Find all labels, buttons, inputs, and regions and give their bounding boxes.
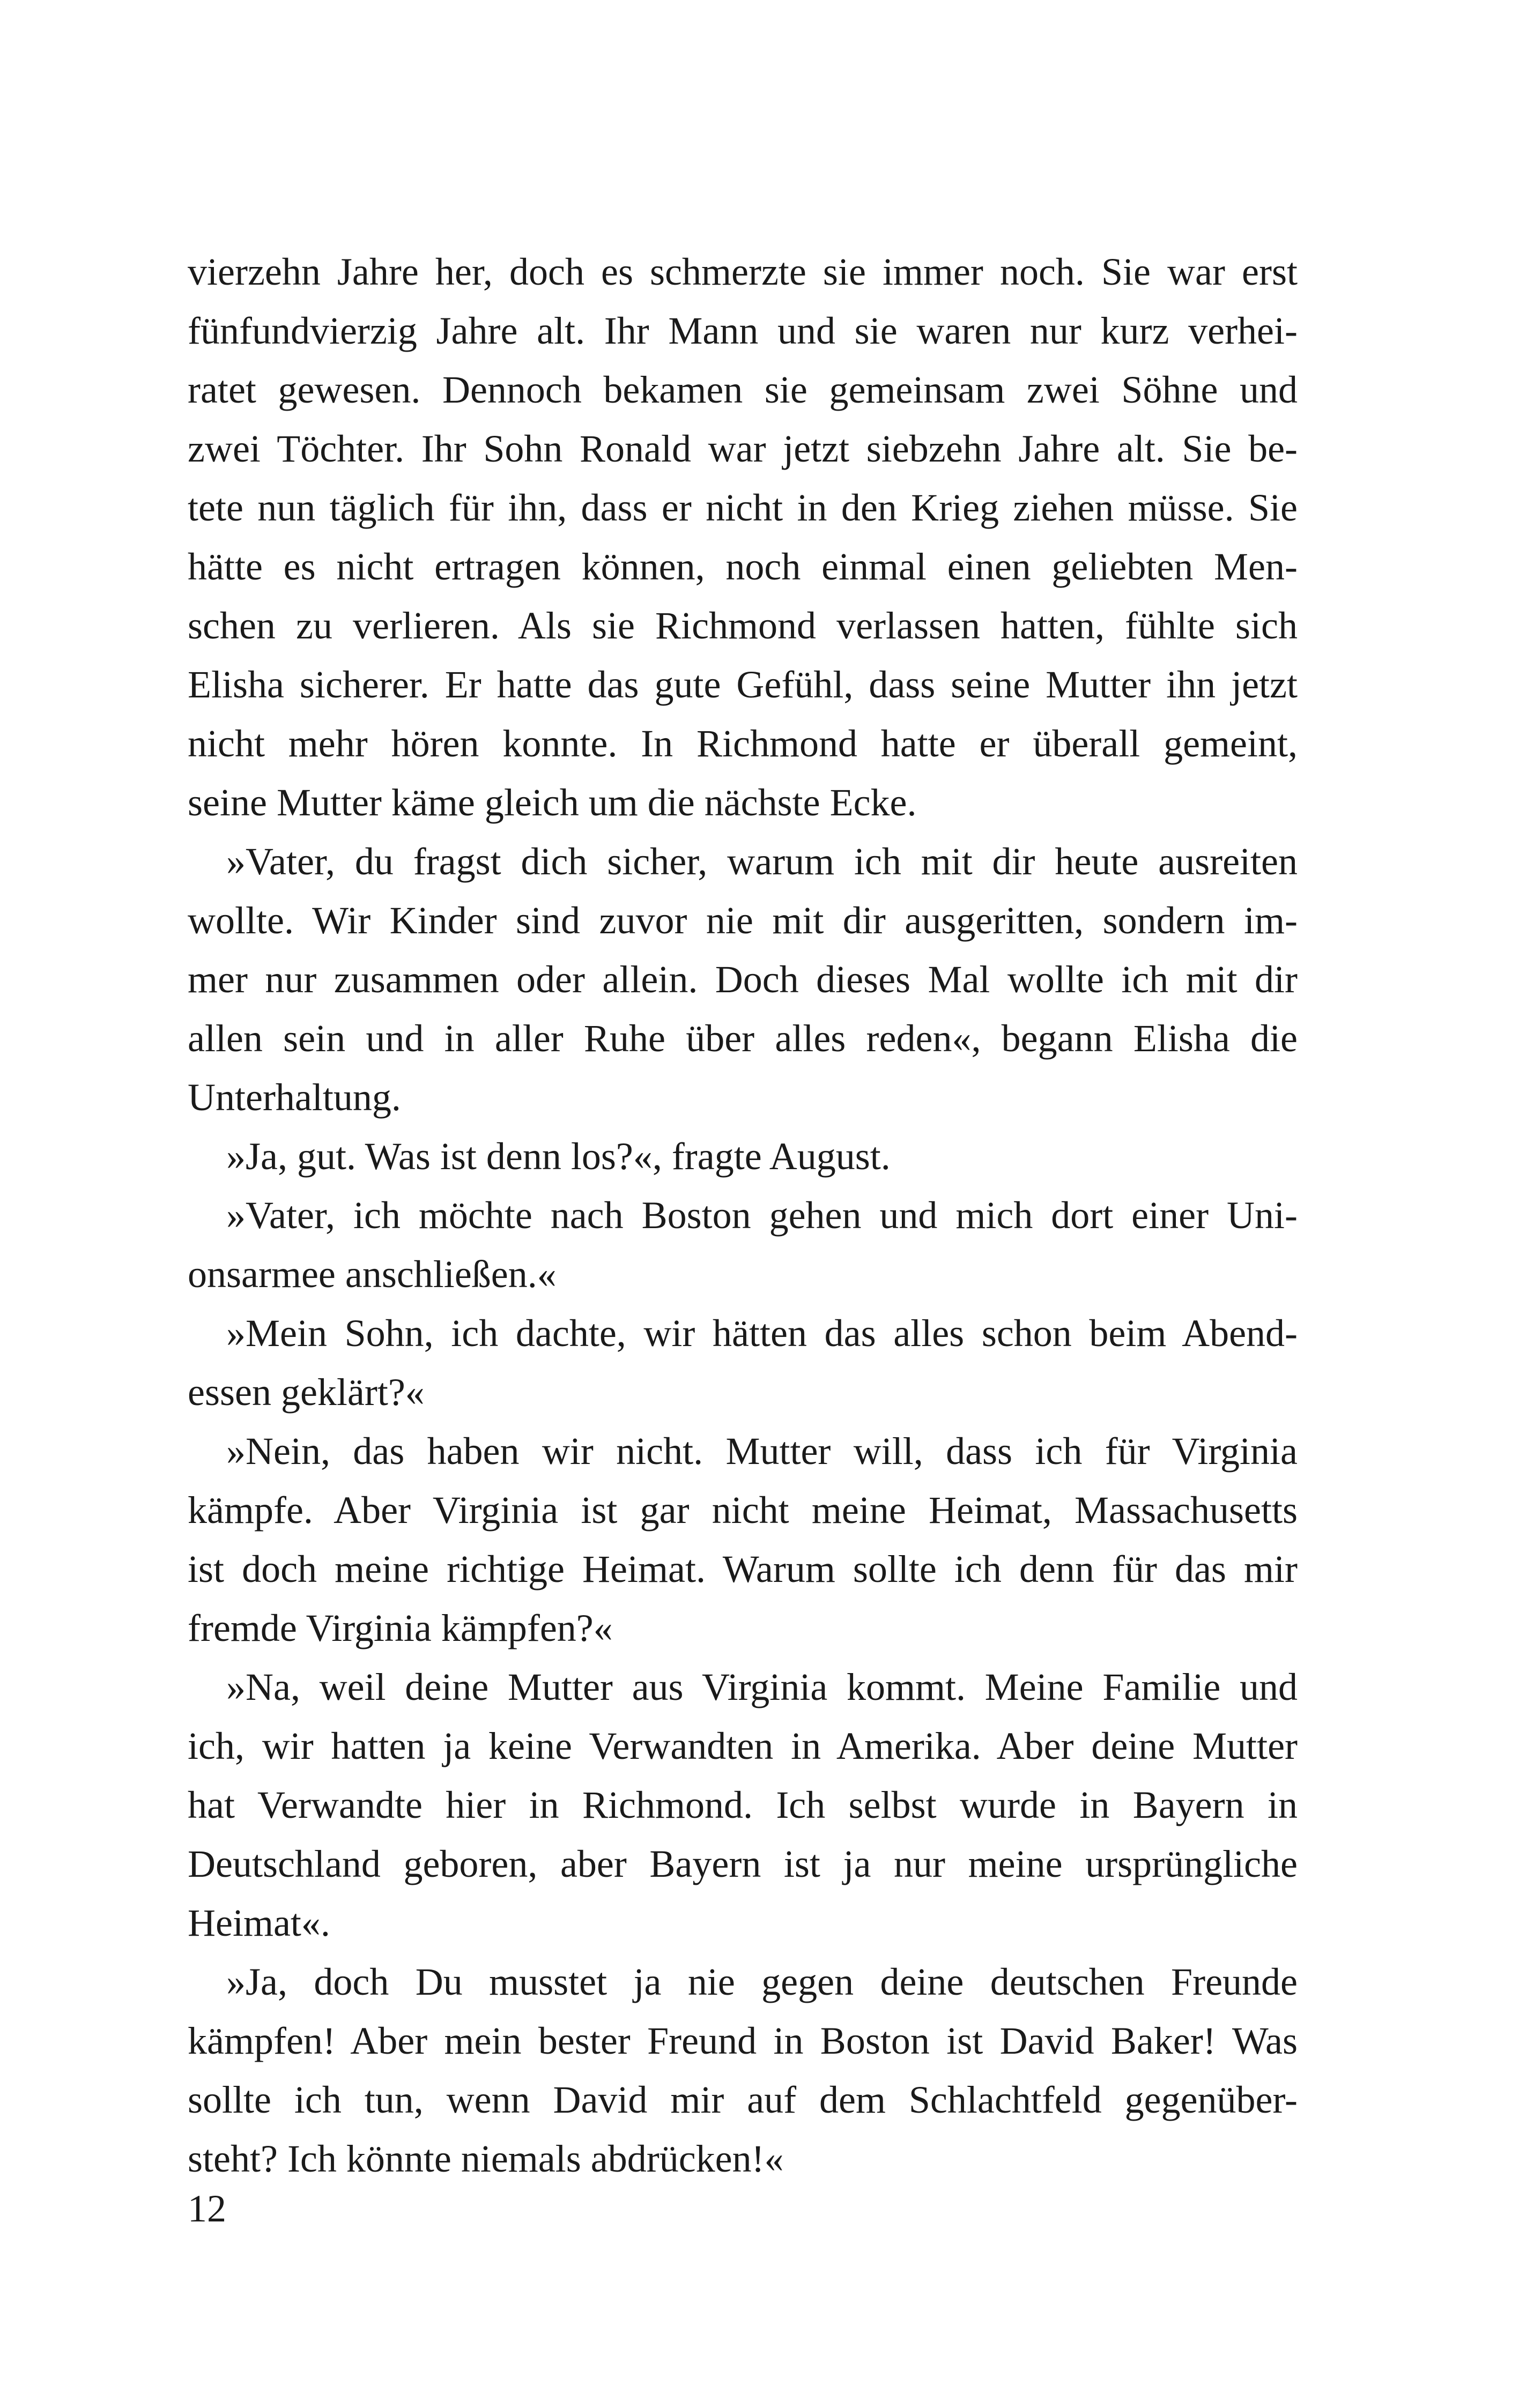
text-line: essen geklärt?« (188, 1371, 425, 1414)
text-line: seine Mutter käme gleich um die nächste Ecke. (188, 781, 917, 824)
body-text (188, 242, 1298, 2188)
text-line: Unterhaltung. (188, 1076, 401, 1119)
text-line: zwei Töchter. Ihr Sohn Ronald war jetzt siebzehn Jahre alt. Sie be- (188, 427, 1298, 470)
text-line: Deutschland geboren, aber Bayern ist ja nur meine ursprüngliche (188, 1842, 1298, 1885)
text-line: »Vater, du fragst dich sicher, warum ich mit dir heute ausreiten (226, 840, 1298, 883)
page-number: 12 (188, 2187, 226, 2230)
text-line: kämpfen! Aber mein bester Freund in Boston ist David Baker! Was (188, 2019, 1298, 2062)
text-line: onsarmee anschließen.« (188, 1253, 557, 1296)
text-line: ist doch meine richtige Heimat. Warum sollte ich denn für das mir (188, 1548, 1298, 1591)
text-line: hätte es nicht ertragen können, noch einmal einen geliebten Men- (188, 545, 1298, 588)
text-line: ich, wir hatten ja keine Verwandten in Amerika. Aber deine Mutter (188, 1725, 1298, 1767)
text-line: »Mein Sohn, ich dachte, wir hätten das alles schon beim Abend- (226, 1312, 1298, 1355)
text-line: wollte. Wir Kinder sind zuvor nie mit dir ausgeritten, sondern im- (188, 899, 1298, 942)
text-line: hat Verwandte hier in Richmond. Ich selbst wurde in Bayern in (188, 1783, 1298, 1826)
text-line: ratet gewesen. Dennoch bekamen sie gemeinsam zwei Söhne und (188, 368, 1298, 411)
text-line: allen sein und in aller Ruhe über alles reden«, begann Elisha die (188, 1017, 1298, 1060)
text-line: Heimat«. (188, 1901, 330, 1944)
text-line: »Vater, ich möchte nach Boston gehen und mich dort einer Uni- (226, 1194, 1298, 1237)
text-line: Elisha sicherer. Er hatte das gute Gefühl, dass seine Mutter ihn jetzt (188, 663, 1298, 706)
text-line: »Ja, doch Du musstet ja nie gegen deine deutschen Freunde (226, 1960, 1298, 2003)
text-line: sollte ich tun, wenn David mir auf dem Schlachtfeld gegenüber- (188, 2078, 1298, 2121)
text-line: vierzehn Jahre her, doch es schmerzte sie immer noch. Sie war erst (188, 250, 1298, 293)
text-line: »Ja, gut. Was ist denn los?«, fragte August. (226, 1135, 891, 1178)
text-line: mer nur zusammen oder allein. Doch dieses Mal wollte ich mit dir (188, 958, 1298, 1001)
text-line: »Nein, das haben wir nicht. Mutter will, dass ich für Virginia (226, 1430, 1298, 1473)
text-line: fünfundvierzig Jahre alt. Ihr Mann und sie waren nur kurz verhei- (188, 309, 1298, 352)
text-line: fremde Virginia kämpfen?« (188, 1607, 613, 1649)
text-line: schen zu verlieren. Als sie Richmond verlassen hatten, fühlte sich (188, 604, 1298, 647)
text-line: »Na, weil deine Mutter aus Virginia kommt. Meine Familie und (226, 1666, 1298, 1708)
text-line: tete nun täglich für ihn, dass er nicht in den Krieg ziehen müsse. Sie (188, 486, 1298, 529)
text-line: steht? Ich könnte niemals abdrücken!« (188, 2137, 784, 2180)
text-line: kämpfe. Aber Virginia ist gar nicht meine Heimat, Massachusetts (188, 1489, 1298, 1532)
text-line: nicht mehr hören konnte. In Richmond hatte er überall gemeint, (188, 722, 1298, 765)
